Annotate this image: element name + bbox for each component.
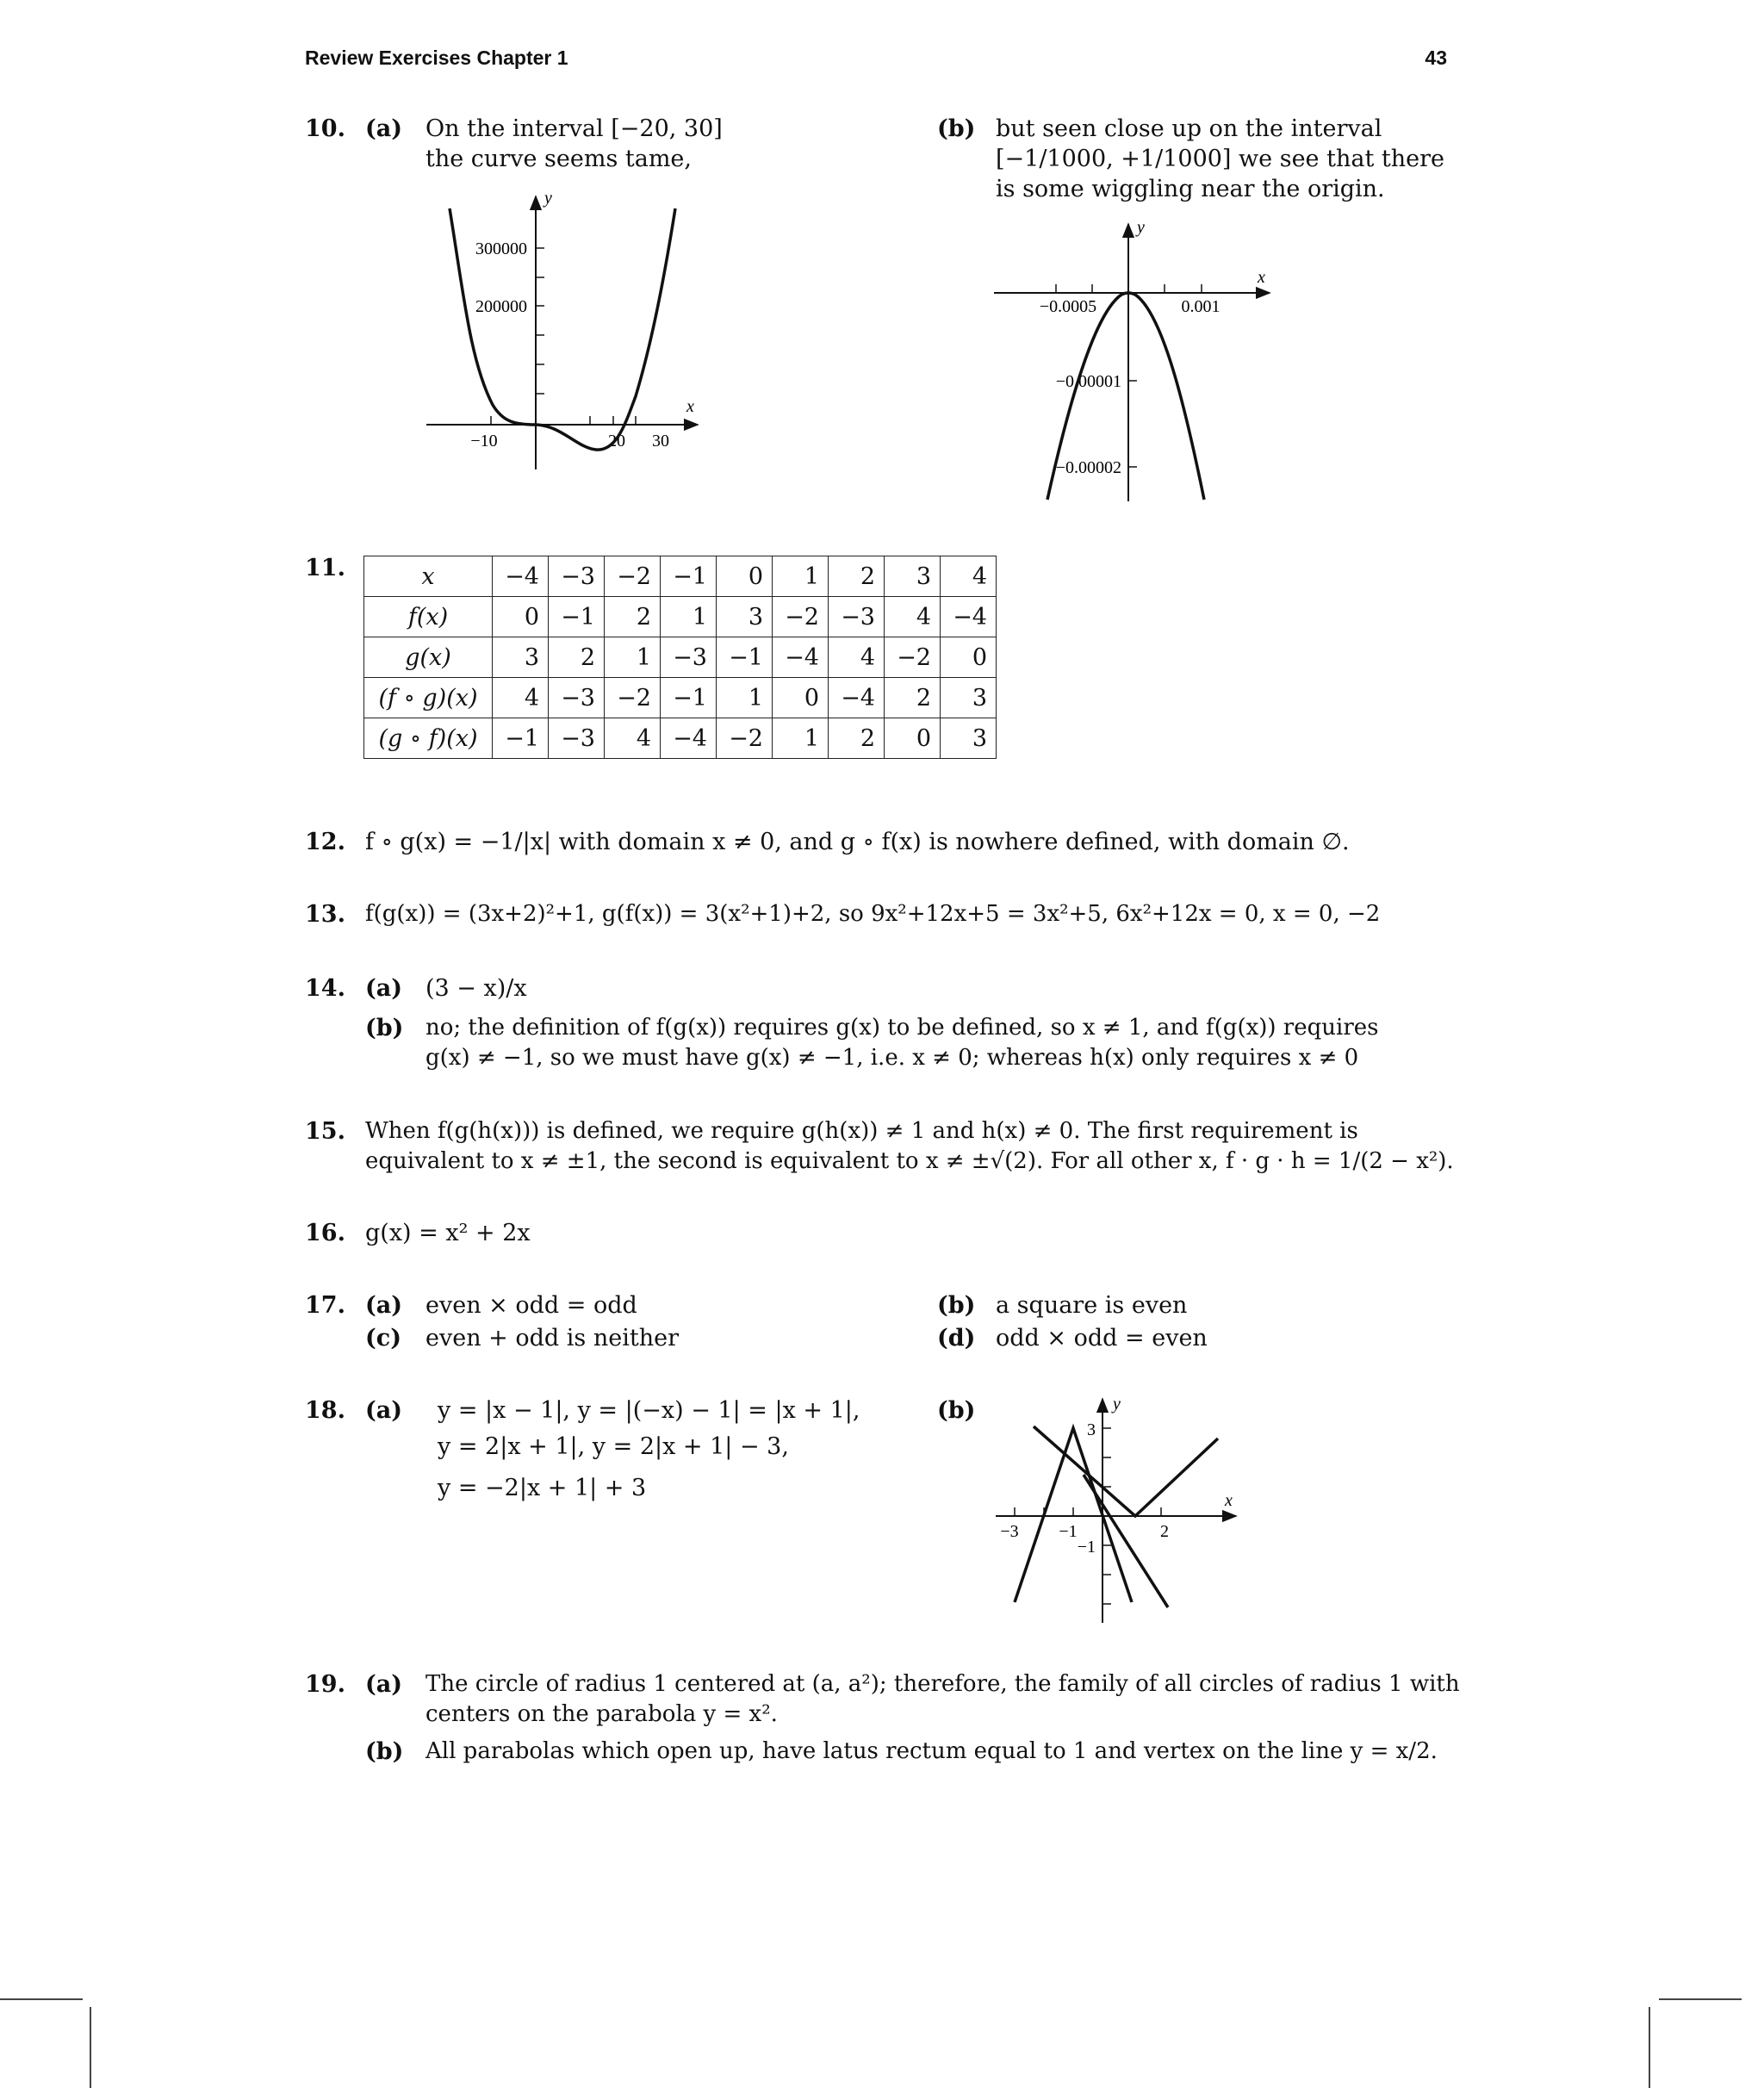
crop-mark xyxy=(0,1998,83,2000)
table-cell: −3 xyxy=(661,637,717,678)
table-cell: 1 xyxy=(605,637,661,678)
part-text: odd × odd = even xyxy=(996,1325,1208,1352)
tick-label-x: −10 xyxy=(470,432,498,451)
tick-label-y: 200000 xyxy=(475,297,527,316)
table-cell: (f ∘ g)(x) xyxy=(364,678,493,718)
table-cell: 4 xyxy=(941,556,997,597)
table-cell: −3 xyxy=(549,556,605,597)
part-text: a square is even xyxy=(996,1292,1188,1319)
part-label: (b) xyxy=(937,115,976,142)
part-label: (b) xyxy=(365,1738,404,1765)
part-text: no; the definition of f(g(x)) requires g(x) to be defined, so x ≠ 1, and f(g(x)) requires xyxy=(425,1015,1379,1041)
table-cell: f(x) xyxy=(364,597,493,637)
part-label: (b) xyxy=(937,1397,976,1424)
function-table xyxy=(363,556,997,759)
axis-label-x: x xyxy=(686,397,694,416)
part-label: (d) xyxy=(937,1325,976,1352)
graph-10b xyxy=(982,217,1292,503)
part-label: (a) xyxy=(365,1671,403,1698)
table-cell: 3 xyxy=(717,597,773,637)
exercise-number: 18. xyxy=(305,1397,345,1424)
tick-label-y: −0.00002 xyxy=(1055,458,1121,477)
table-cell: 0 xyxy=(885,718,941,759)
part-text: g(x) ≠ −1, so we must have g(x) ≠ −1, i.e. x ≠ 0; whereas h(x) only requires x ≠ 0 xyxy=(425,1045,1359,1071)
table-cell: −1 xyxy=(661,678,717,718)
table-cell: −3 xyxy=(829,597,885,637)
part-text: y = −2|x + 1| + 3 xyxy=(438,1475,647,1501)
exercise-text: When f(g(h(x))) is defined, we require g(h(x)) ≠ 1 and h(x) ≠ 0. The first requirement is xyxy=(365,1118,1358,1144)
table-cell: −2 xyxy=(885,637,941,678)
table-cell: −1 xyxy=(661,556,717,597)
axis-label-x: x xyxy=(1225,1491,1233,1510)
curve xyxy=(1034,1426,1218,1516)
table-cell: −1 xyxy=(549,597,605,637)
table-cell: 4 xyxy=(605,718,661,759)
table-cell: −2 xyxy=(605,678,661,718)
axis-label-x: x xyxy=(1258,268,1265,287)
axis-label-y: y xyxy=(544,190,552,208)
table-cell: 4 xyxy=(493,678,549,718)
part-label: (c) xyxy=(365,1325,401,1352)
tick-label-x: 30 xyxy=(652,432,669,451)
table-cell: 3 xyxy=(941,718,997,759)
tick-label-y: 3 xyxy=(1087,1420,1096,1439)
table-cell: 2 xyxy=(829,718,885,759)
part-text: [−1/1000, +1/1000] we see that there xyxy=(996,146,1444,172)
part-label: (b) xyxy=(937,1292,976,1319)
table-cell: −4 xyxy=(493,556,549,597)
table-cell: −4 xyxy=(661,718,717,759)
part-text: The circle of radius 1 centered at (a, a²); therefore, the family of all circles of radius 1 with xyxy=(425,1671,1460,1697)
table-cell: 1 xyxy=(773,556,829,597)
crop-mark xyxy=(90,2007,91,2088)
table-cell: 0 xyxy=(941,637,997,678)
tick-label-y: −1 xyxy=(1077,1538,1096,1557)
page-header xyxy=(305,47,1447,76)
part-text: On the interval [−20, 30] xyxy=(425,115,723,142)
page-number: 43 xyxy=(1425,47,1447,69)
part-text: even × odd = odd xyxy=(425,1292,637,1319)
table-cell: 2 xyxy=(549,637,605,678)
exercise-text: equivalent to x ≠ ±1, the second is equivalent to x ≠ ±√(2). For all other x, f · g · h = 1/(2 − x²). xyxy=(365,1148,1454,1174)
table-cell: −4 xyxy=(773,637,829,678)
tick-label-x: −1 xyxy=(1059,1522,1078,1541)
axis-label-y: y xyxy=(1113,1395,1121,1414)
crop-mark xyxy=(1659,1998,1742,2000)
part-label: (b) xyxy=(365,1015,404,1041)
table-cell: 2 xyxy=(605,597,661,637)
table-cell: 2 xyxy=(885,678,941,718)
part-text: y = 2|x + 1|, y = 2|x + 1| − 3, xyxy=(438,1433,789,1460)
table-row xyxy=(364,637,997,678)
exercise-number: 10. xyxy=(305,115,345,142)
table-cell: 3 xyxy=(885,556,941,597)
tick-label-x: 20 xyxy=(608,432,625,451)
table-cell: 0 xyxy=(717,556,773,597)
table-header-row xyxy=(364,556,997,597)
exercise-number: 12. xyxy=(305,829,345,855)
exercise-text: g(x) = x² + 2x xyxy=(365,1220,531,1246)
tick-label-y: −0.00001 xyxy=(1055,372,1121,391)
table-row xyxy=(364,597,997,637)
table-cell: 1 xyxy=(661,597,717,637)
exercise-number: 17. xyxy=(305,1292,345,1319)
exercise-number: 15. xyxy=(305,1118,345,1145)
part-text: centers on the parabola y = x². xyxy=(425,1701,778,1727)
table-cell: g(x) xyxy=(364,637,493,678)
table-cell: 3 xyxy=(493,637,549,678)
crop-mark xyxy=(1649,2007,1650,2088)
table-cell: 1 xyxy=(773,718,829,759)
part-text: but seen close up on the interval xyxy=(996,115,1382,142)
table-cell: 0 xyxy=(493,597,549,637)
exercise-number: 14. xyxy=(305,975,345,1002)
part-text: All parabolas which open up, have latus rectum equal to 1 and vertex on the line y = x/2. xyxy=(425,1738,1438,1764)
table-row xyxy=(364,678,997,718)
part-label: (a) xyxy=(365,1397,403,1424)
table-cell: 3 xyxy=(941,678,997,718)
exercise-text: f(g(x)) = (3x+2)²+1, g(f(x)) = 3(x²+1)+2, so 9x²+12x+5 = 3x²+5, 6x²+12x = 0, x = 0, −2 xyxy=(365,901,1381,927)
table-row xyxy=(364,718,997,759)
running-title: Review Exercises Chapter 1 xyxy=(305,47,568,69)
table-cell: 1 xyxy=(717,678,773,718)
table-cell: −2 xyxy=(773,597,829,637)
part-label: (a) xyxy=(365,975,403,1002)
part-text: y = |x − 1|, y = |(−x) − 1| = |x + 1|, xyxy=(438,1397,860,1424)
table-cell: −3 xyxy=(549,718,605,759)
table-cell: 2 xyxy=(829,556,885,597)
exercise-text: f ∘ g(x) = −1/|x| with domain x ≠ 0, and g ∘ f(x) is nowhere defined, with domain ∅. xyxy=(365,829,1350,855)
table-cell: 0 xyxy=(773,678,829,718)
exercise-number: 19. xyxy=(305,1671,345,1698)
part-label: (a) xyxy=(365,115,403,142)
table-cell: −4 xyxy=(829,678,885,718)
table-cell: −4 xyxy=(941,597,997,637)
table-cell: 4 xyxy=(885,597,941,637)
table-cell: (g ∘ f)(x) xyxy=(364,718,493,759)
exercise-number: 13. xyxy=(305,901,345,928)
table-cell: −2 xyxy=(717,718,773,759)
graph-18b xyxy=(991,1390,1249,1625)
part-text: the curve seems tame, xyxy=(425,146,692,172)
part-text: (3 − x)/x xyxy=(425,975,527,1002)
part-label: (a) xyxy=(365,1292,403,1319)
graph-10a xyxy=(413,190,715,474)
part-text: is some wiggling near the origin. xyxy=(996,176,1385,202)
tick-label-x: −3 xyxy=(1000,1522,1019,1541)
tick-label-x: 0.001 xyxy=(1181,297,1221,316)
part-text: even + odd is neither xyxy=(425,1325,679,1352)
table-cell: 4 xyxy=(829,637,885,678)
table-cell: −1 xyxy=(717,637,773,678)
table-cell: −1 xyxy=(493,718,549,759)
exercise-number: 16. xyxy=(305,1220,345,1246)
exercise-number: 11. xyxy=(305,555,345,581)
axis-label-y: y xyxy=(1137,218,1145,237)
tick-label-x: −0.0005 xyxy=(1039,297,1097,316)
table-cell: −2 xyxy=(605,556,661,597)
table-cell: −3 xyxy=(549,678,605,718)
tick-label-y: 300000 xyxy=(475,239,527,258)
table-cell: x xyxy=(364,556,493,597)
tick-label-x: 2 xyxy=(1160,1522,1169,1541)
